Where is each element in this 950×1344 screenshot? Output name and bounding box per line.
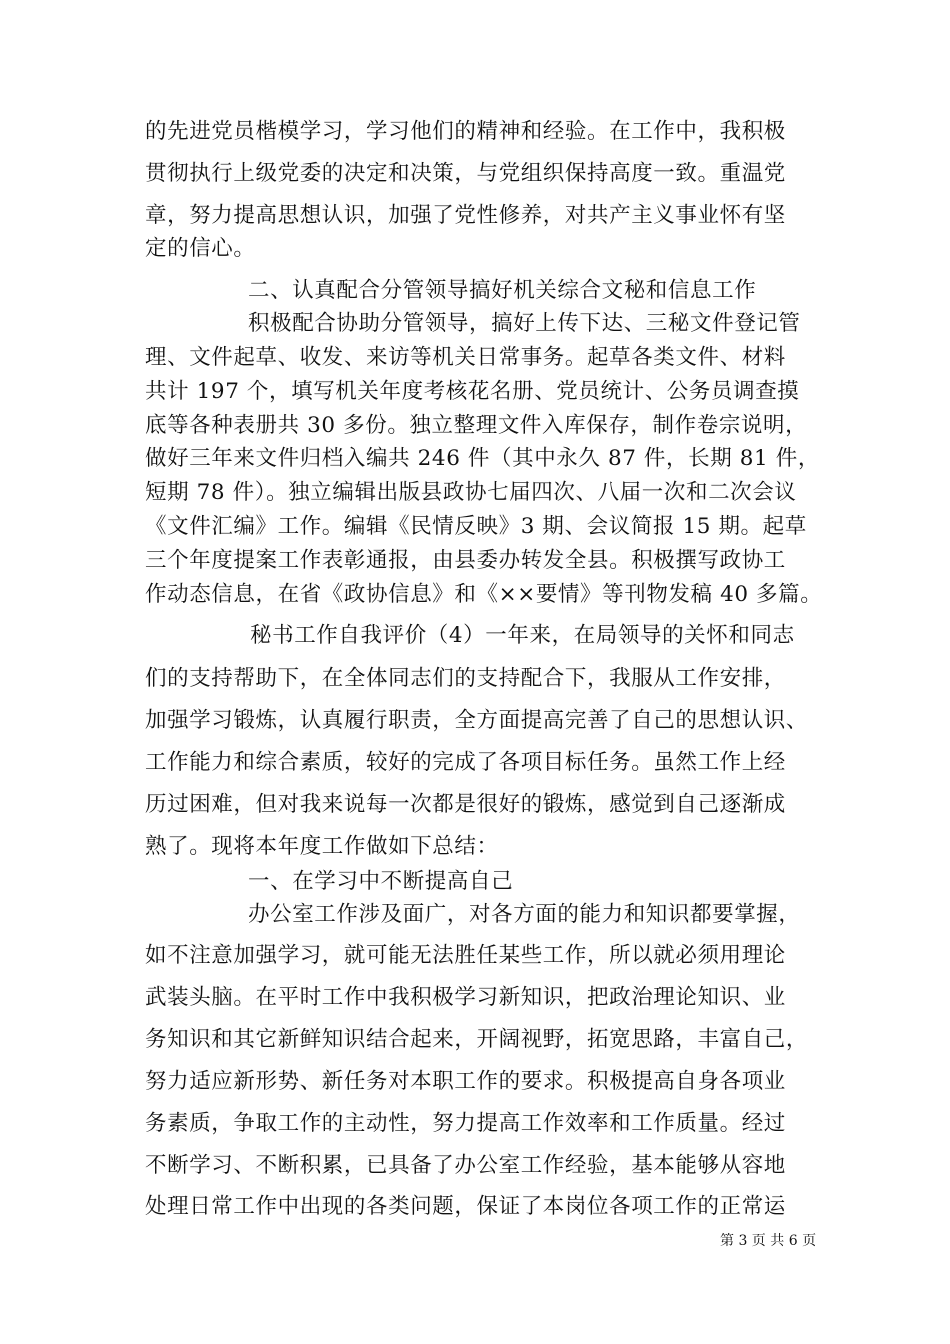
text-line: 办公室工作涉及面广，对各方面的能力和知识都要掌握， [248,902,801,927]
text-line: 的先进党员楷模学习，学习他们的精神和经验。在工作中，我积极 [145,119,786,144]
text-line: 工作能力和综合素质，较好的完成了各项目标任务。虽然工作上经 [145,750,786,775]
text-line: 不断学习、不断积累，已具备了办公室工作经验，基本能够从容地 [145,1153,786,1178]
text-line: 积极配合协助分管领导，搞好上传下达、三秘文件登记管 [248,311,801,336]
text-line: 三个年度提案工作表彰通报，由县委办转发全县。积极撰写政协工 [145,548,786,573]
text-line: 武装头脑。在平时工作中我积极学习新知识，把政治理论知识、业 [145,985,786,1010]
page-number: 第 3 页 共 6 页 [720,1233,817,1249]
section-heading: 二、认真配合分管领导搞好机关综合文秘和信息工作 [248,278,757,303]
section-heading: 一、在学习中不断提高自己 [248,869,514,894]
text-line: 做好三年来文件归档入编共 246 件（其中永久 87 件，长期 81 件， [145,446,820,471]
text-line: 共计 197 个，填写机关年度考核花名册、党员统计、公务员调查摸 [145,379,800,404]
text-line: 秘书工作自我评价（4）一年来，在局领导的关怀和同志 [250,623,795,648]
text-line: 历过困难，但对我来说每一次都是很好的锻炼，感觉到自己逐渐成 [145,792,786,817]
text-line: 如不注意加强学习，就可能无法胜任某些工作，所以就必须用理论 [145,943,786,968]
text-line: 定的信心。 [145,236,256,261]
text-line: 处理日常工作中出现的各类问题，保证了本岗位各项工作的正常运 [145,1194,786,1219]
text-line: 短期 78 件）。独立编辑出版县政协七届四次、八届一次和二次会议 [145,480,797,505]
text-line: 努力适应新形势、新任务对本职工作的要求。积极提高自身各项业 [145,1069,786,1094]
text-line: 章，努力提高思想认识，加强了党性修养，对共产主义事业怀有坚 [145,203,786,228]
text-line: 加强学习锻炼，认真履行职责，全方面提高完善了自己的思想认识、 [145,708,809,733]
text-line: 务知识和其它新鲜知识结合起来，开阔视野，拓宽思路，丰富自己， [145,1027,809,1052]
text-line: 们的支持帮助下，在全体同志们的支持配合下，我服从工作安排， [145,666,786,691]
text-line: 底等各种表册共 30 多份。独立整理文件入库保存，制作卷宗说明， [145,413,808,438]
text-line: 作动态信息，在省《政协信息》和《××要情》等刊物发稿 40 多篇。 [145,582,823,607]
text-line: 务素质，争取工作的主动性，努力提高工作效率和工作质量。经过 [145,1111,786,1136]
text-line: 熟了。现将本年度工作做如下总结： [145,834,499,859]
text-line: 理、文件起草、收发、来访等机关日常事务。起草各类文件、材料 [145,345,786,370]
text-line: 《文件汇编》工作。编辑《民情反映》3 期、会议简报 15 期。起草 [145,514,807,539]
text-line: 贯彻执行上级党委的决定和决策，与党组织保持高度一致。重温党 [145,161,786,186]
